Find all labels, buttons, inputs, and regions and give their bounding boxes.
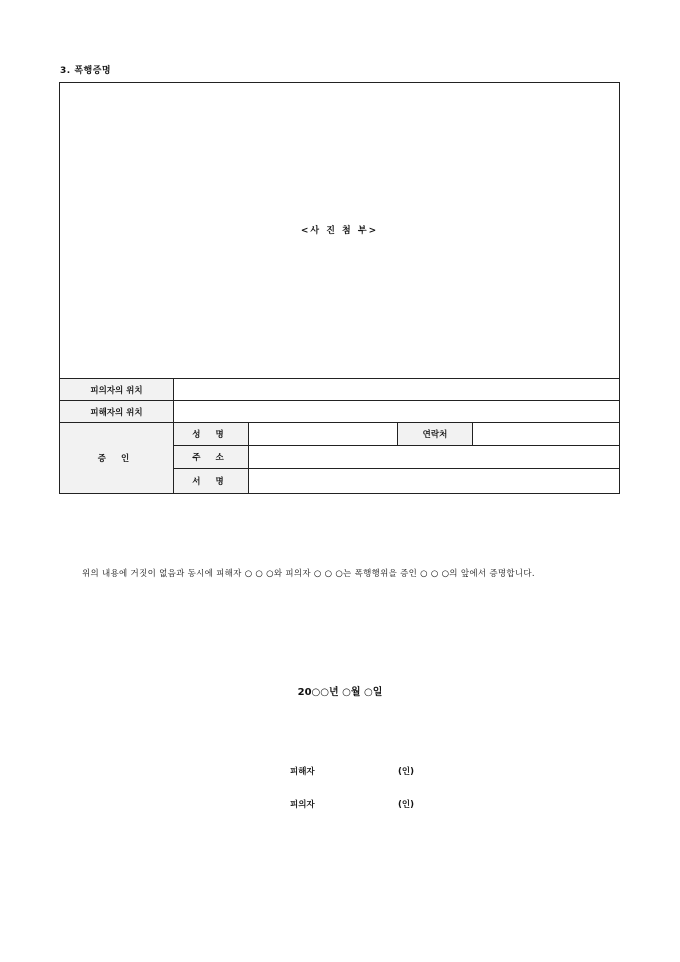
witness-address-label: 주 소 xyxy=(174,446,249,468)
statement-text: 위의 내용에 거짓이 없음과 동시에 피해자 ○ ○ ○와 피의자 ○ ○ ○는 폭행행위을 증인 ○ ○ ○의 앞에서 증명합니다. xyxy=(82,569,535,579)
victim-location-row xyxy=(60,401,619,423)
offender-seal-mark: (인) xyxy=(398,800,414,810)
victim-seal-mark: (인) xyxy=(398,767,414,777)
witness-name-label: 성 명 xyxy=(174,423,249,445)
witness-name-row xyxy=(174,423,619,446)
offender-location-field[interactable] xyxy=(174,379,619,400)
witness-block xyxy=(60,423,619,493)
section-title: 3. 폭행증명 xyxy=(60,66,112,76)
photo-attachment-label: <사 진 첨 부> xyxy=(300,226,379,236)
offender-location-row xyxy=(60,379,619,401)
offender-location-label: 피의자의 위치 xyxy=(60,379,174,400)
witness-signature-row xyxy=(174,469,619,493)
document-date: 20○○년 ○월 ○일 xyxy=(297,687,383,698)
victim-location-field[interactable] xyxy=(174,401,619,422)
witness-label: 증 인 xyxy=(60,423,174,493)
photo-attachment-area[interactable] xyxy=(60,83,619,379)
offender-signature-line xyxy=(290,798,414,810)
witness-contact-label: 연락처 xyxy=(397,423,473,445)
victim-signature-line xyxy=(290,765,414,777)
witness-address-row xyxy=(174,446,619,469)
assault-proof-table xyxy=(59,82,620,494)
victim-role-label: 피해자 xyxy=(290,767,315,777)
offender-role-label: 피의자 xyxy=(290,800,315,810)
witness-signature-label: 서 명 xyxy=(174,469,249,493)
victim-location-label: 피해자의 위치 xyxy=(60,401,174,422)
